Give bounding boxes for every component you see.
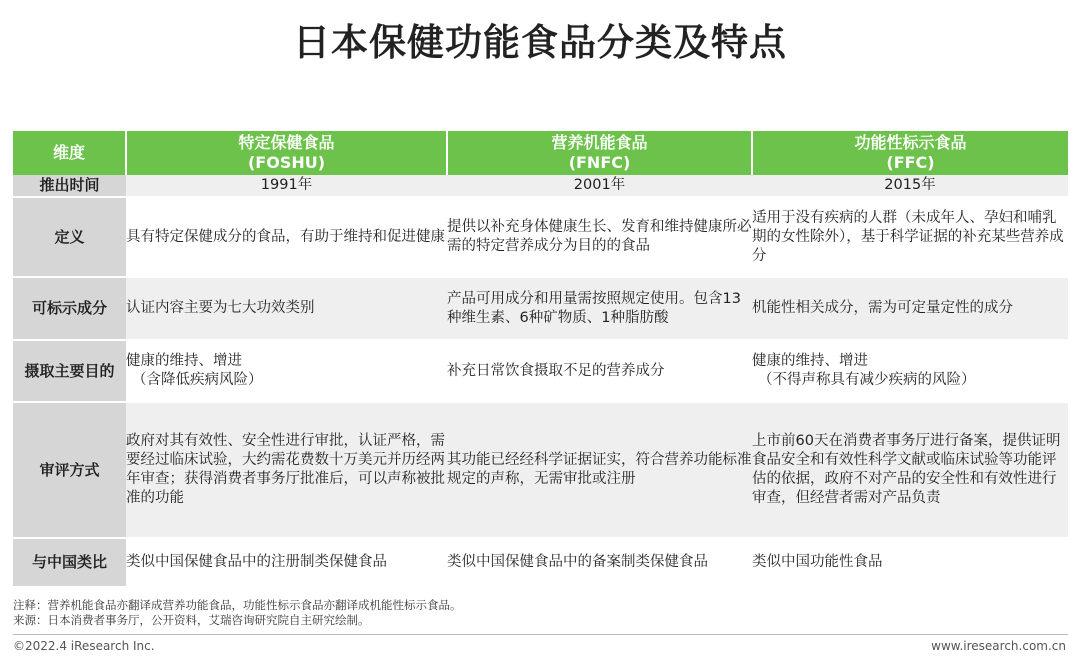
- cell-review-fnfc: 其功能已经经科学证据证实，符合营养功能标准规定的声称，无需审批或注册: [447, 402, 752, 538]
- table-row-review: [13, 402, 1068, 538]
- website-link[interactable]: www.iresearch.com.cn: [931, 639, 1066, 653]
- cell-comparison-fnfc: 类似中国保健食品中的备案制类保健食品: [447, 538, 752, 586]
- cell-review-foshu: 政府对其有效性、安全性进行审批，认证严格，需要经过临床试验，大约需花费数十万美元并历经两年审查；获得消费者事务厅批准后，可以声称被批准的功能: [126, 402, 447, 538]
- row-label-comparison: 与中国类比: [13, 538, 126, 586]
- cell-purpose-fnfc: 补充日常饮食摄取不足的营养成分: [447, 340, 752, 402]
- footer-divider: [13, 634, 1068, 635]
- cell-purpose-ffc-line2: （不得声称具有减少疾病的风险）: [758, 372, 976, 388]
- table-row-launch: [13, 175, 1068, 197]
- cell-purpose-foshu: [126, 340, 447, 402]
- row-label-definition: 定义: [13, 197, 126, 277]
- cell-purpose-foshu-line2: （含降低疾病风险）: [132, 372, 263, 388]
- cell-definition-ffc: 适用于没有疾病的人群（未成年人、孕妇和哺乳期的女性除外），基于科学证据的补充某些营养成分: [752, 197, 1068, 277]
- table-row-components: [13, 277, 1068, 340]
- cell-components-fnfc: 产品可用成分和用量需按照规定使用。包含13种维生素、6种矿物质、1种脂肪酸: [447, 277, 752, 340]
- header-foshu-name: 特定保健食品: [238, 133, 335, 152]
- table-row-definition: [13, 197, 1068, 277]
- row-label-purpose: 摄取主要目的: [13, 340, 126, 402]
- header-foshu-abbr: (FOSHU): [247, 153, 326, 172]
- cell-definition-fnfc: 提供以补充身体健康生长、发育和维持健康所必需的特定营养成分为目的的食品: [447, 197, 752, 277]
- header-fnfc-name: 营养机能食品: [551, 133, 648, 152]
- cell-comparison-foshu: 类似中国保健食品中的注册制类保健食品: [126, 538, 447, 586]
- copyright: ©2022.4 iResearch Inc.: [13, 639, 155, 653]
- header-fnfc-abbr: (FNFC): [568, 153, 631, 172]
- table-row-comparison: [13, 538, 1068, 586]
- header-fnfc: [447, 131, 752, 175]
- row-label-review: 审评方式: [13, 402, 126, 538]
- source-text: 来源：日本消费者事务厅，公开资料，艾瑞咨询研究院自主研究绘制。: [13, 613, 370, 627]
- cell-purpose-ffc-line1: 健康的维持、增进: [752, 353, 868, 369]
- page-title: 日本保健功能食品分类及特点: [293, 21, 787, 64]
- header-ffc: [752, 131, 1068, 175]
- cell-purpose-foshu-line1: 健康的维持、增进: [126, 353, 242, 369]
- cell-components-ffc: 机能性相关成分，需为可定量定性的成分: [752, 277, 1068, 340]
- header-dimension: 维度: [13, 131, 126, 175]
- header-ffc-name: 功能性标示食品: [854, 133, 967, 152]
- table-row-purpose: [13, 340, 1068, 402]
- cell-launch-fnfc: 2001年: [447, 175, 752, 197]
- cell-components-foshu: 认证内容主要为七大功效类别: [126, 277, 447, 340]
- cell-purpose-ffc: [752, 340, 1068, 402]
- footnotes: [13, 598, 462, 628]
- note-text: 注释：营养机能食品亦翻译成营养功能食品，功能性标示食品亦翻译成机能性标示食品。: [13, 598, 462, 612]
- cell-review-ffc: 上市前60天在消费者事务厅进行备案，提供证明食品安全和有效性科学文献或临床试验等功能评估的依据，政府不对产品的安全性和有效性进行审查，但经营者需对产品负责: [752, 402, 1068, 538]
- header-foshu: [126, 131, 447, 175]
- cell-launch-ffc: 2015年: [752, 175, 1068, 197]
- row-label-launch: 推出时间: [13, 175, 126, 197]
- header-ffc-abbr: (FFC): [886, 153, 935, 172]
- row-label-components: 可标示成分: [13, 277, 126, 340]
- cell-definition-foshu: 具有特定保健成分的食品，有助于维持和促进健康: [126, 197, 447, 277]
- table-header-row: [13, 131, 1068, 175]
- comparison-table: [13, 131, 1068, 586]
- cell-comparison-ffc: 类似中国功能性食品: [752, 538, 1068, 586]
- cell-launch-foshu: 1991年: [126, 175, 447, 197]
